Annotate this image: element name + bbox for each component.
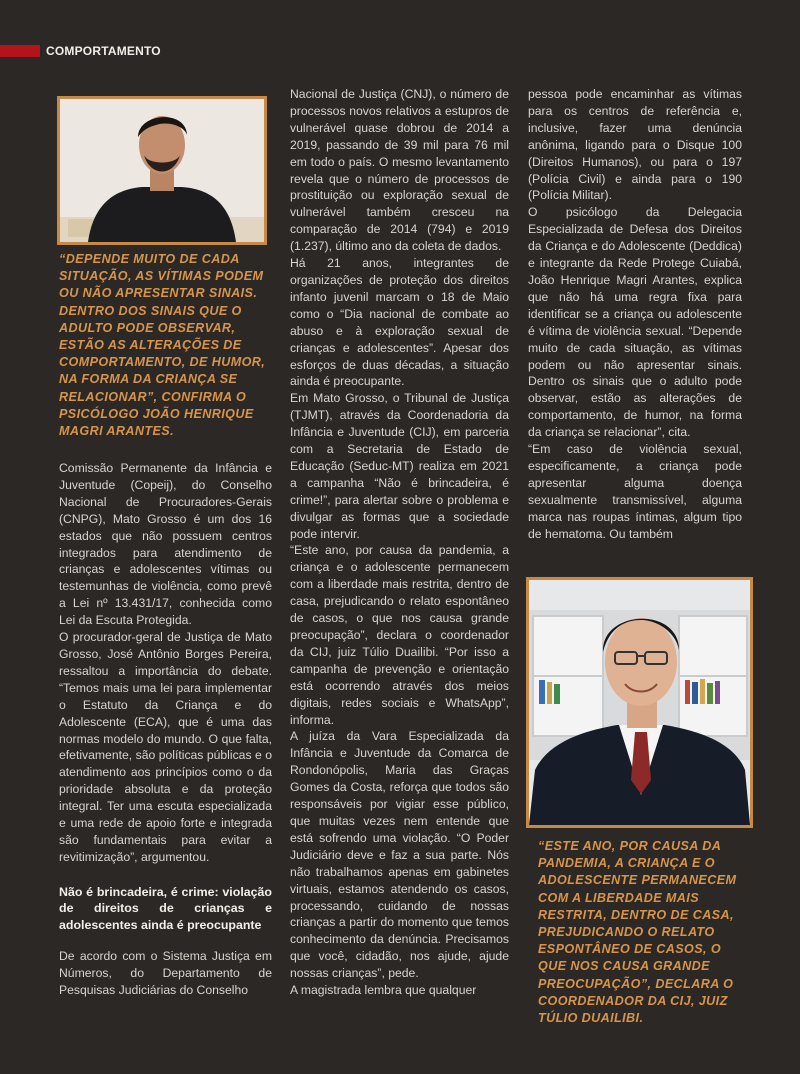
col1-paragraph-3: De acordo com o Sistema Justiça em Números, do Departamento de Pesquisas Judiciárias do Conselho (59, 949, 272, 998)
col2-paragraph-2: Há 21 anos, integrantes de organizações de proteção dos direitos infanto juvenil marcam o 18 de Maio como o “Dia nacional de combate ao abuso e à exploração sexual de crianças e adolescentes”. Apesar dos esforços de duas décadas, a situação ainda é preocupante. (290, 256, 509, 389)
col2-paragraph-3: Em Mato Grosso, o Tribunal de Justiça (TJMT), através da Coordenadoria da Infância e Juventude (CIJ), em parceria com a Secretaria de Estado de Educação (Seduc-MT) realiza em 2021 a campanha “Não é brincadeira, é crime!”, para alertar sobre o problema e divulgar as formas que a sociedade pode intervir. (290, 391, 509, 541)
article-subheading: Não é brincadeira, é crime: violação de direitos de crianças e adolescentes ainda é preocupante (59, 884, 272, 932)
col3-paragraph-1: pessoa pode encaminhar as vítimas para os centros de referência e, inclusive, fazer uma denúncia anônima, ligando para o Disque 100 (Direitos Humanos), ou para o 197 (Polícia Civil) e ainda para o 190 (Polícia Militar). (528, 87, 742, 203)
col2-paragraph-5: A juíza da Vara Especializada da Infância e Juventude da Comarca de Rondonópolis, Maria das Graças Gomes da Costa, reforça que todos são responsáveis por vigiar esse público, que muitas vezes nem entende que está sofrendo uma violação. “O Poder Judiciário deve e faz a sua parte. Nós não trabalhamos apenas em gabinetes virtuais, estamos atendendo os casos, processando, cuidando de nossas crianças a partir do momento que temos conhecimento da denúncia. Precisamos que você, cidadão, nos ajude, ajude nossas crianças”, pede. (290, 729, 509, 981)
article-column-3 (528, 86, 742, 542)
section-label: COMPORTAMENTO (46, 44, 161, 58)
col1-paragraph-2: O procurador-geral de Justiça de Mato Grosso, José Antônio Borges Pereira, ressaltou a importância do debate. “Temos mais uma lei para implementar o Estatuto da Criança e do Adolescente (ECA), que é uma das normas modelo do mundo. O que falta, efetivamente, são políticas públicas e o atendimento aos princípios como o da prioridade absoluta e da proteção integral. Ter uma escuta especializada e uma rede de apoio forte e integrada são fundamentais para evitar a revitimização”, argumentou. (59, 630, 272, 864)
psychologist-photo (57, 96, 267, 245)
col1-paragraph-1: Comissão Permanente da Infância e Juventude (Copeij), do Conselho Nacional de Procuradores-Gerais (CNPG), Mato Grosso é um dos 16 estados que não possuem centros integrados para atendimento de crianças e adolescentes vítimas ou testemunhas de violência, como prevê a Lei nº 13.431/17, conhecida como Lei da Escuta Protegida. (59, 461, 272, 628)
pull-quote-judge: “ESTE ANO, POR CAUSA DA PANDEMIA, A CRIANÇA E O ADOLESCENTE PERMANECEM COM A LIBERDADE MAIS RESTRITA, DENTRO DE CASA, PREJUDICANDO O RELATO ESPONTÂNEO DE CASOS, O QUE NOS CAUSA GRANDE PREOCUPAÇÃO”, DECLARA O COORDENADOR DA CIJ, JUIZ TÚLIO DUAILIBI. (538, 839, 737, 1026)
article-column-1 (59, 460, 272, 999)
col2-paragraph-1: Nacional de Justiça (CNJ), o número de processos novos relativos a estupros de vulnerável quase dobrou de 2014 a 2019, passando de 39 mil para 76 mil em todo o país. O mesmo levantamento revela que o número de processos de prostituição ou exploração sexual de vulnerável também cresceu na comparação de 2014 (794) e 2019 (1.237), último ano da coleta de dados. (290, 87, 509, 254)
section-color-bar (0, 45, 40, 57)
pull-quote-psychologist: “DEPENDE MUITO DE CADA SITUAÇÃO, AS VÍTIMAS PODEM OU NÃO APRESENTAR SINAIS. DENTRO DOS SINAIS QUE O ADULTO PODE OBSERVAR, ESTÃO AS ALTERAÇÕES DE COMPORTAMENTO, DE HUMOR, NA FORMA DA CRIANÇA SE RELACIONAR”, CONFIRMA O PSICÓLOGO JOÃO HENRIQUE MAGRI ARANTES. (59, 252, 266, 439)
col2-paragraph-6: A magistrada lembra que qualquer (290, 983, 477, 998)
col3-paragraph-3: “Em caso de violência sexual, especificamente, a criança pode apresentar alguma doença sexualmente transmissível, alguma marca nas roupas íntimas, algum tipo de hematoma. Ou também (528, 442, 742, 541)
judge-photo (526, 577, 753, 828)
article-column-2 (290, 86, 509, 999)
col2-paragraph-4: “Este ano, por causa da pandemia, a criança e o adolescente permanecem com a liberdade mais restrita, dentro de casa, prejudicando o relato espontâneo de casos, o que nos causa grande preocupação”, declara o coordenador da CIJ, juiz Túlio Duailibi. “Por isso a campanha de prevenção e orientação está ocorrendo através dos meios digitais, redes sociais e WhatsApp”, informa. (290, 543, 509, 727)
col3-paragraph-2: O psicólogo da Delegacia Especializada de Defesa dos Direitos da Criança e do Adolescente (Deddica) e integrante da Rede Protege Cuiabá, João Henrique Magri Arantes, explica que não há uma regra fixa para identificar se a criança ou adolescente é vítima de violência sexual. “Depende muito de cada situação, as vítimas podem ou não apresentar sinais. Dentro os sinais que o adulto pode observar, estão as alterações de comportamento, de humor, na forma da criança se relacionar”, cita. (528, 205, 742, 440)
